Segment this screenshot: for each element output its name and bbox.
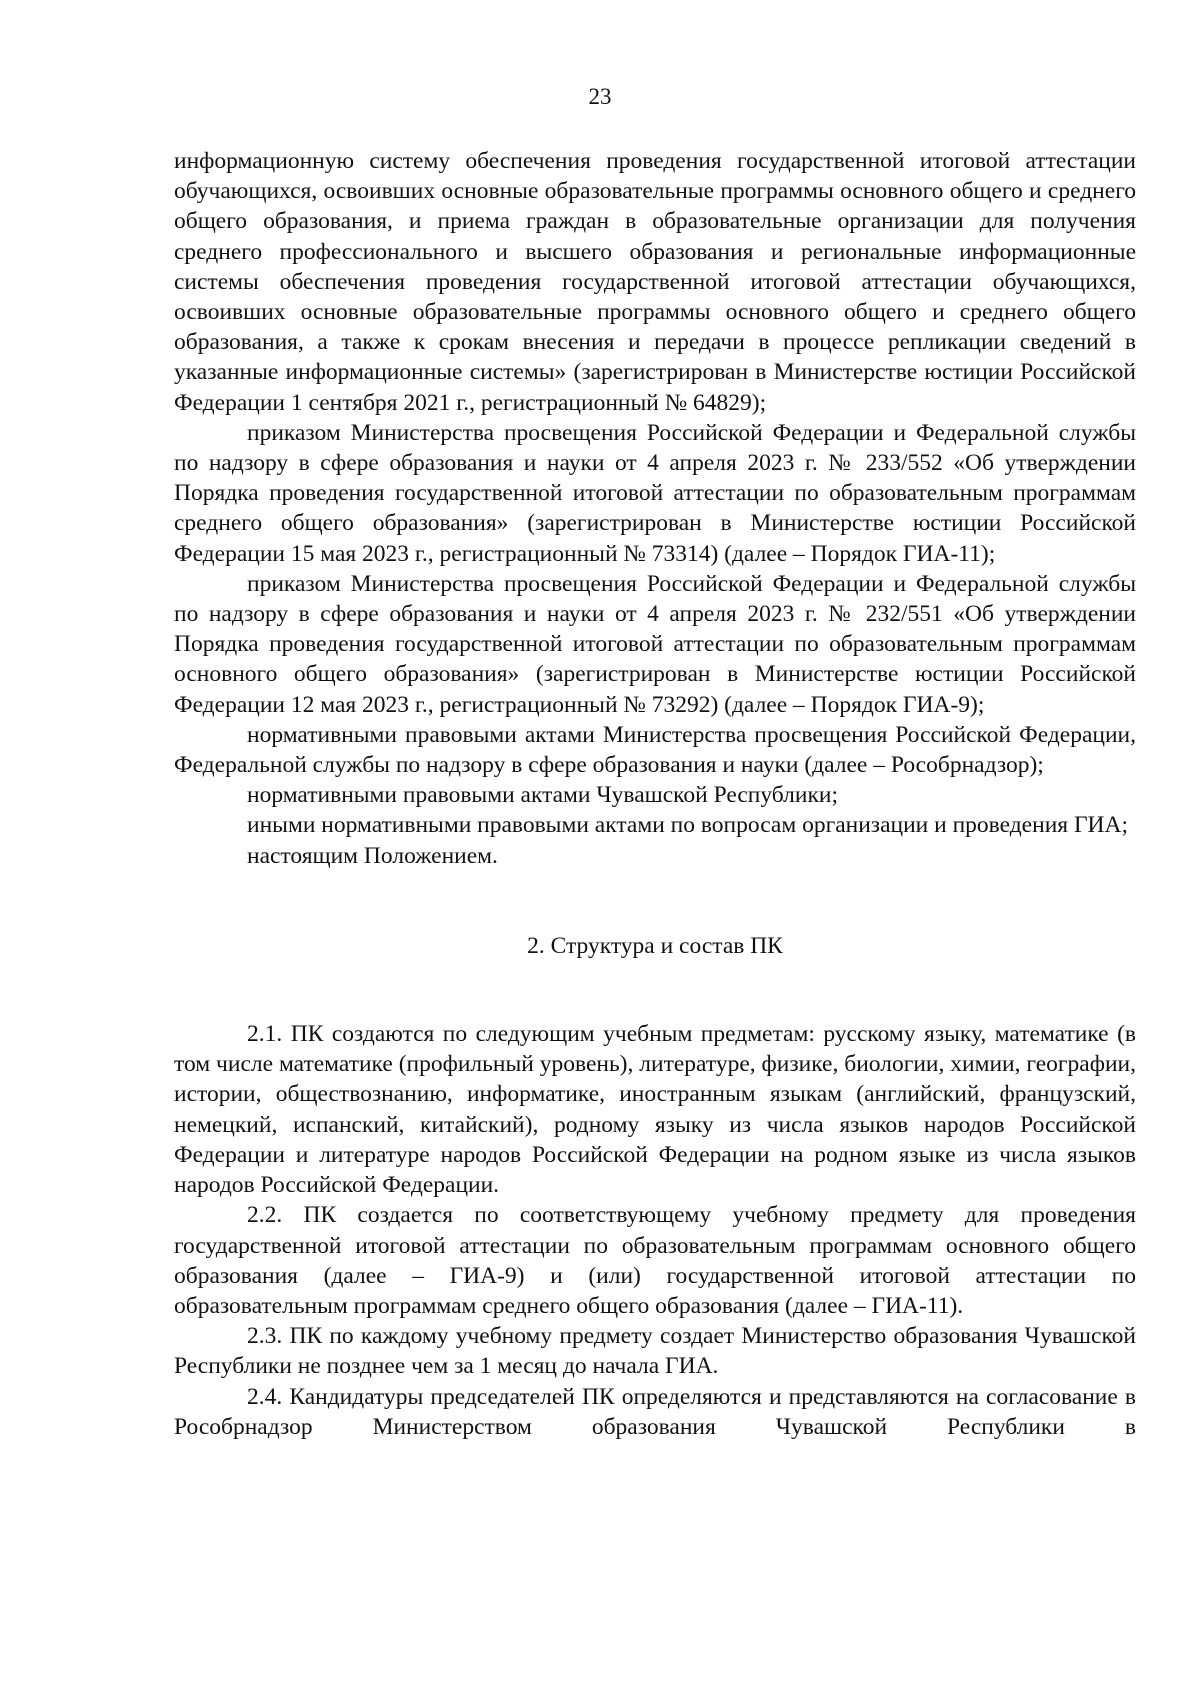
paragraph-continuation: информационную систему обеспечения проведения государственной итоговой аттестации обучающихся, освоивших основные образовательные программы основного общего и среднего общего образования, и приема граждан в образовательные организации для получения среднего профессионального и высшего образования и региональные информационные системы обеспечения проведения государственной итоговой аттестации обучающихся, освоивших основные образовательные программы основного общего и среднего общего образования, а также к срокам внесения и передачи в процессе репликации сведений в указанные информационные системы» (зарегистрирован в Министерстве юстиции Российской Федерации 1 сентября 2021 г., регистрационный № 64829);: [174, 148, 1136, 416]
paragraph-this-regulation: настоящим Положением.: [247, 842, 498, 869]
paragraph-other-acts: иными нормативными правовыми актами по вопросам организации и проведения ГИА;: [247, 812, 1129, 839]
document-body: [174, 146, 1136, 1442]
paragraph-2-2: 2.2. ПК создается по соответствующему учебному предмету для проведения государственной итоговой аттестации по образовательным программам основного общего образования (далее – ГИА-9) и (или) государственной итоговой аттестации по образовательным программам среднего общего образования (далее – ГИА-11).: [174, 1202, 1136, 1319]
paragraph-order-gia-9: приказом Министерства просвещения Российской Федерации и Федеральной службы по надзору в сфере образования и науки от 4 апреля 2023 г. № 232/551 «Об утверждении Порядка проведения государственной итоговой аттестации по образовательным программам основного общего образования» (зарегистрирован в Министерстве юстиции Российской Федерации 12 мая 2023 г., регистрационный № 73292) (далее – Порядок ГИА-9);: [174, 570, 1136, 718]
spacer: [174, 961, 1136, 1019]
paragraph-2-1: 2.1. ПК создаются по следующим учебным предметам: русскому языку, математике (в том числе математике (профильный уровень), литературе, физике, биологии, химии, географии, истории, обществознанию, информатике, иностранным языкам (английский, французский, немецкий, испанский, китайский), родному языку из числа языков народов Российской Федерации и литературе народов Российской Федерации на родном языке из числа языков народов Российской Федерации.: [174, 1021, 1136, 1199]
paragraph-ministry-acts: нормативными правовыми актами Министерства просвещения Российской Федерации, Федеральной службы по надзору в сфере образования и науки (далее – Рособрнадзор);: [174, 721, 1136, 779]
paragraph-order-gia-11: приказом Министерства просвещения Российской Федерации и Федеральной службы по надзору в сфере образования и науки от 4 апреля 2023 г. № 233/552 «Об утверждении Порядка проведения государственной итоговой аттестации по образовательным программам среднего общего образования» (зарегистрирован в Министерстве юстиции Российской Федерации 15 мая 2023 г., регистрационный № 73314) (далее – Порядок ГИА-11);: [174, 419, 1136, 567]
spacer: [174, 871, 1136, 931]
paragraph-2-4: 2.4. Кандидатуры председателей ПК определяются и представляются на согласование в Рособрнадзор Министерством образования Чувашской Республики в: [174, 1383, 1136, 1440]
page-number: 23: [588, 84, 612, 109]
paragraph-chuvash-acts: нормативными правовыми актами Чувашской Республики;: [247, 782, 838, 809]
paragraph-2-3: 2.3. ПК по каждому учебному предмету создает Министерство образования Чувашской Республики не позднее чем за 1 месяц до начала ГИА.: [174, 1323, 1136, 1380]
section-heading: 2. Структура и состав ПК: [527, 932, 783, 959]
